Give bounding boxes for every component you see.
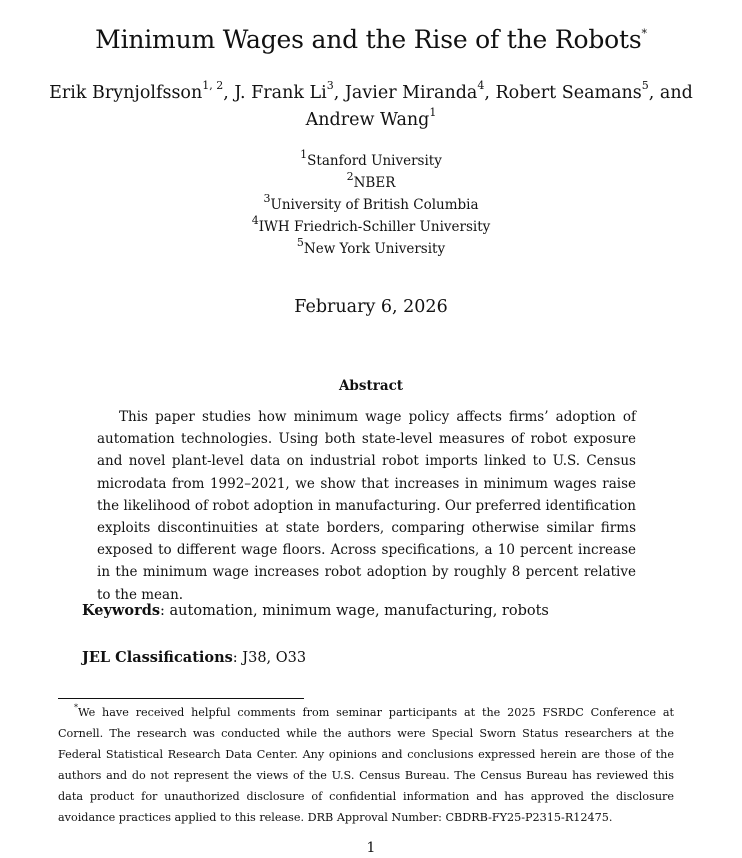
keywords-label: Keywords xyxy=(82,602,161,619)
affiliation-item xyxy=(0,191,742,216)
keywords-line xyxy=(82,600,549,622)
affiliation-name: New York University xyxy=(303,241,446,257)
author-separator: , xyxy=(223,83,235,103)
keywords-text: : automation, minimum wage, manufacturing, robots xyxy=(160,603,549,619)
abstract-heading: Abstract xyxy=(338,378,404,394)
author-name: J. Frank Li xyxy=(234,83,327,103)
author-affiliation-marker: 4 xyxy=(477,79,485,93)
footnote-text: We have received helpful comments from seminar participants at the 2025 FSRDC Conference at Cornell. The research was conducted while the authors were Special Sworn Status researchers at the Federal Statistical Research Data Center. Any opinions and conclusions expressed herein are those of the authors and do not represent the views of the U.S. Census Bureau. The Census Bureau has reviewed this data product for unauthorized disclosure of confidential information and has approved the disclosure avoidance practices applied to this release. DRB Approval Number: CBDRB-FY25-P2315-R12475. xyxy=(58,706,674,824)
author-last-separator: , and xyxy=(648,83,693,103)
affiliation-marker: 5 xyxy=(296,235,304,249)
title-text: Minimum Wages and the Rise of the Robots xyxy=(95,25,642,54)
title-footnote-marker: * xyxy=(641,26,647,40)
affiliation-name: Stanford University xyxy=(307,153,442,169)
footnote-marker: * xyxy=(74,703,78,713)
author-name: Robert Seamans xyxy=(495,83,642,103)
author-list xyxy=(0,80,742,134)
author-affiliation-marker: 1, 2 xyxy=(202,79,224,93)
author-affiliation-marker: 3 xyxy=(326,79,334,93)
author-separator: , xyxy=(484,83,496,103)
affiliation-marker: 2 xyxy=(346,169,354,183)
affiliation-item xyxy=(0,169,742,194)
author-name: Andrew Wang xyxy=(305,110,430,130)
author-affiliation-marker: 1 xyxy=(429,106,437,120)
author-separator: , xyxy=(333,83,345,103)
affiliation-name: University of British Columbia xyxy=(270,197,479,213)
affiliation-marker: 3 xyxy=(263,191,271,205)
author-name: Javier Miranda xyxy=(344,83,478,103)
affiliation-item xyxy=(0,147,742,172)
publication-date: February 6, 2026 xyxy=(294,297,448,317)
footnote xyxy=(58,702,674,828)
paper-title xyxy=(0,24,742,56)
abstract-body: This paper studies how minimum wage policy affects firms’ adoption of automation technologies. Using both state-level measures of robot exposure and novel plant-level data on industrial robot imports linked to U.S. Census microdata from 1992–2021, we show that increases in minimum wages raise the likelihood of robot adoption in manufacturing. Our preferred identification exploits discontinuities at state borders, comparing otherwise similar firms exposed to different wage floors. Across specifications, a 10 percent increase in the minimum wage increases robot adoption by roughly 8 percent relative to the mean. xyxy=(97,409,636,603)
author-affiliation-marker: 5 xyxy=(641,79,649,93)
page-number: 1 xyxy=(366,840,376,856)
jel-line xyxy=(82,647,306,669)
affiliation-marker: 1 xyxy=(300,147,308,161)
affiliation-list xyxy=(0,147,742,260)
affiliation-name: IWH Friedrich-Schiller University xyxy=(258,219,491,235)
jel-label: JEL Classifications xyxy=(82,649,233,666)
footnote-rule xyxy=(58,698,304,699)
affiliation-marker: 4 xyxy=(251,213,259,227)
affiliation-item xyxy=(0,235,742,260)
author-name: Erik Brynjolfsson xyxy=(49,83,203,103)
affiliation-name: NBER xyxy=(353,175,396,191)
affiliation-item xyxy=(0,213,742,238)
jel-text: : J38, O33 xyxy=(232,650,307,666)
